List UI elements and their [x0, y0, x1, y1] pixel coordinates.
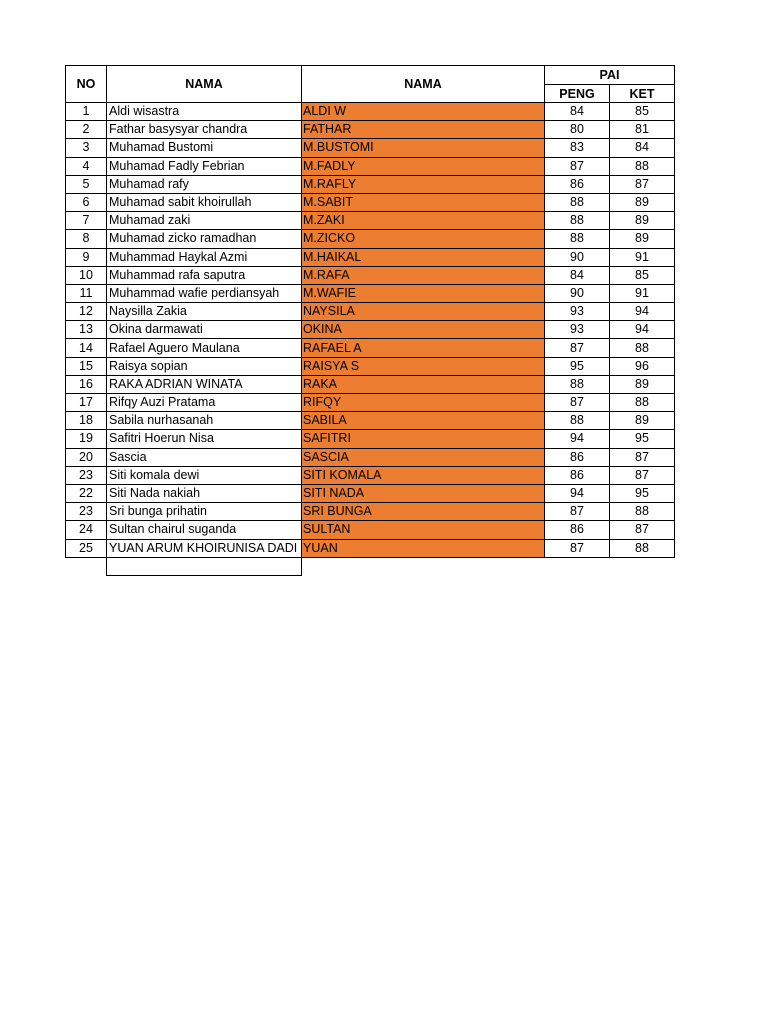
cell-peng[interactable]: 88	[545, 412, 610, 430]
cell-full-name[interactable]: Muhamad zaki	[107, 212, 302, 230]
empty-cell-short-name	[302, 557, 545, 575]
grade-table	[65, 65, 675, 576]
cell-no[interactable]: 23	[66, 503, 107, 521]
cell-ket[interactable]: 84	[610, 139, 675, 157]
header-no[interactable]: NO	[66, 66, 107, 103]
cell-short-name[interactable]: RAFAEL A	[302, 339, 545, 357]
table-row	[66, 230, 675, 248]
table-row	[66, 357, 675, 375]
cell-short-name[interactable]: SASCIA	[302, 448, 545, 466]
cell-short-name[interactable]: M.BUSTOMI	[302, 139, 545, 157]
cell-no[interactable]: 7	[66, 212, 107, 230]
cell-peng[interactable]: 87	[545, 339, 610, 357]
cell-short-name[interactable]: RAKA	[302, 375, 545, 393]
cell-ket[interactable]: 89	[610, 230, 675, 248]
cell-no[interactable]: 14	[66, 339, 107, 357]
cell-no[interactable]: 11	[66, 284, 107, 302]
cell-peng[interactable]: 94	[545, 484, 610, 502]
cell-full-name[interactable]: Muhamad Fadly Febrian	[107, 157, 302, 175]
cell-peng[interactable]: 87	[545, 394, 610, 412]
cell-full-name[interactable]: Muhamad rafy	[107, 175, 302, 193]
cell-peng[interactable]: 90	[545, 284, 610, 302]
cell-peng[interactable]: 84	[545, 266, 610, 284]
cell-peng[interactable]: 86	[545, 466, 610, 484]
cell-ket[interactable]: 89	[610, 212, 675, 230]
cell-peng[interactable]: 87	[545, 157, 610, 175]
cell-ket[interactable]: 85	[610, 103, 675, 121]
cell-ket[interactable]: 88	[610, 503, 675, 521]
cell-ket[interactable]: 96	[610, 357, 675, 375]
cell-ket[interactable]: 95	[610, 484, 675, 502]
cell-peng[interactable]: 93	[545, 321, 610, 339]
cell-no[interactable]: 19	[66, 430, 107, 448]
table-row	[66, 375, 675, 393]
table-row	[66, 539, 675, 557]
cell-peng[interactable]: 80	[545, 121, 610, 139]
cell-peng[interactable]: 88	[545, 193, 610, 211]
cell-ket[interactable]: 91	[610, 248, 675, 266]
cell-no[interactable]: 22	[66, 484, 107, 502]
cell-no[interactable]: 23	[66, 466, 107, 484]
cell-peng[interactable]: 83	[545, 139, 610, 157]
cell-full-name[interactable]: Naysilla Zakia	[107, 303, 302, 321]
header-peng[interactable]: PENG	[545, 85, 610, 103]
cell-peng[interactable]: 93	[545, 303, 610, 321]
cell-short-name[interactable]: SAFITRI	[302, 430, 545, 448]
cell-short-name[interactable]: NAYSILA	[302, 303, 545, 321]
cell-short-name[interactable]: SITI KOMALA	[302, 466, 545, 484]
empty-cell-ket	[610, 557, 675, 575]
cell-peng[interactable]: 86	[545, 175, 610, 193]
cell-short-name[interactable]: SRI BUNGA	[302, 503, 545, 521]
cell-ket[interactable]: 95	[610, 430, 675, 448]
cell-full-name[interactable]: Sri bunga prihatin	[107, 503, 302, 521]
cell-no[interactable]: 5	[66, 175, 107, 193]
cell-short-name[interactable]: YUAN	[302, 539, 545, 557]
cell-full-name[interactable]: Sabila nurhasanah	[107, 412, 302, 430]
cell-no[interactable]: 9	[66, 248, 107, 266]
header-nama-short[interactable]: NAMA	[302, 66, 545, 103]
cell-peng[interactable]: 86	[545, 448, 610, 466]
cell-short-name[interactable]: M.FADLY	[302, 157, 545, 175]
table-row	[66, 303, 675, 321]
table-row	[66, 266, 675, 284]
table-row	[66, 448, 675, 466]
table-row	[66, 121, 675, 139]
table-row	[66, 284, 675, 302]
cell-full-name[interactable]: Raisya sopian	[107, 357, 302, 375]
cell-peng[interactable]: 95	[545, 357, 610, 375]
cell-short-name[interactable]: M.RAFLY	[302, 175, 545, 193]
cell-full-name[interactable]: Rifqy Auzi Pratama	[107, 394, 302, 412]
cell-full-name[interactable]: Muhamad zicko ramadhan	[107, 230, 302, 248]
cell-no[interactable]: 20	[66, 448, 107, 466]
header-ket[interactable]: KET	[610, 85, 675, 103]
cell-ket[interactable]: 81	[610, 121, 675, 139]
cell-no[interactable]: 6	[66, 193, 107, 211]
cell-no[interactable]: 1	[66, 103, 107, 121]
cell-no[interactable]: 24	[66, 521, 107, 539]
cell-peng[interactable]: 88	[545, 212, 610, 230]
empty-cell-full-name[interactable]	[107, 557, 302, 575]
cell-peng[interactable]: 88	[545, 230, 610, 248]
cell-ket[interactable]: 85	[610, 266, 675, 284]
table-row	[66, 212, 675, 230]
cell-short-name[interactable]: SULTAN	[302, 521, 545, 539]
cell-full-name[interactable]: Aldi wisastra	[107, 103, 302, 121]
table-row	[66, 321, 675, 339]
cell-no[interactable]: 3	[66, 139, 107, 157]
cell-short-name[interactable]: SABILA	[302, 412, 545, 430]
header-nama-full[interactable]: NAMA	[107, 66, 302, 103]
table-row	[66, 193, 675, 211]
cell-full-name[interactable]: Safitri Hoerun Nisa	[107, 430, 302, 448]
cell-ket[interactable]: 89	[610, 193, 675, 211]
cell-short-name[interactable]: ALDI W	[302, 103, 545, 121]
cell-short-name[interactable]: FATHAR	[302, 121, 545, 139]
cell-no[interactable]: 13	[66, 321, 107, 339]
cell-short-name[interactable]: SITI NADA	[302, 484, 545, 502]
cell-full-name[interactable]: Siti komala dewi	[107, 466, 302, 484]
empty-cell-peng	[545, 557, 610, 575]
empty-cell-no	[66, 557, 107, 575]
table-row	[66, 103, 675, 121]
cell-no[interactable]: 8	[66, 230, 107, 248]
table-body	[66, 103, 675, 576]
cell-peng[interactable]: 88	[545, 375, 610, 393]
cell-peng[interactable]: 90	[545, 248, 610, 266]
cell-short-name[interactable]: M.WAFIE	[302, 284, 545, 302]
table-row	[66, 503, 675, 521]
cell-ket[interactable]: 87	[610, 175, 675, 193]
cell-ket[interactable]: 88	[610, 339, 675, 357]
cell-peng[interactable]: 86	[545, 521, 610, 539]
header-subject-pai[interactable]: PAI	[545, 66, 675, 85]
header-row	[66, 66, 675, 85]
cell-ket[interactable]: 91	[610, 284, 675, 302]
cell-peng[interactable]: 87	[545, 503, 610, 521]
table-row	[66, 175, 675, 193]
cell-ket[interactable]: 87	[610, 521, 675, 539]
cell-no[interactable]: 10	[66, 266, 107, 284]
cell-full-name[interactable]: Muhamad Bustomi	[107, 139, 302, 157]
cell-full-name[interactable]: Sultan chairul suganda	[107, 521, 302, 539]
table-row	[66, 412, 675, 430]
cell-ket[interactable]: 88	[610, 157, 675, 175]
cell-peng[interactable]: 87	[545, 539, 610, 557]
empty-row	[66, 557, 675, 575]
cell-short-name[interactable]: M.HAIKAL	[302, 248, 545, 266]
cell-short-name[interactable]: M.ZAKI	[302, 212, 545, 230]
cell-full-name[interactable]: Sascia	[107, 448, 302, 466]
table-row	[66, 484, 675, 502]
cell-ket[interactable]: 87	[610, 466, 675, 484]
cell-ket[interactable]: 89	[610, 412, 675, 430]
cell-short-name[interactable]: OKINA	[302, 321, 545, 339]
cell-full-name[interactable]: Muhamad sabit khoirullah	[107, 193, 302, 211]
cell-peng[interactable]: 94	[545, 430, 610, 448]
table-row	[66, 157, 675, 175]
cell-full-name[interactable]: Fathar basysyar chandra	[107, 121, 302, 139]
cell-short-name[interactable]: RIFQY	[302, 394, 545, 412]
cell-no[interactable]: 17	[66, 394, 107, 412]
table-row	[66, 521, 675, 539]
cell-short-name[interactable]: RAISYA S	[302, 357, 545, 375]
table-row	[66, 430, 675, 448]
cell-no[interactable]: 12	[66, 303, 107, 321]
cell-ket[interactable]: 88	[610, 539, 675, 557]
table-row	[66, 339, 675, 357]
cell-full-name[interactable]: Muhammad wafie perdiansyah	[107, 284, 302, 302]
cell-short-name[interactable]: M.SABIT	[302, 193, 545, 211]
cell-full-name[interactable]: Muhammad rafa saputra	[107, 266, 302, 284]
cell-no[interactable]: 25	[66, 539, 107, 557]
table-row	[66, 139, 675, 157]
table-row	[66, 248, 675, 266]
cell-full-name[interactable]: Rafael Aguero Maulana	[107, 339, 302, 357]
cell-no[interactable]: 2	[66, 121, 107, 139]
cell-full-name[interactable]: Muhammad Haykal Azmi	[107, 248, 302, 266]
cell-full-name[interactable]: RAKA ADRIAN WINATA	[107, 375, 302, 393]
cell-full-name[interactable]: Okina darmawati	[107, 321, 302, 339]
cell-no[interactable]: 4	[66, 157, 107, 175]
cell-ket[interactable]: 94	[610, 321, 675, 339]
cell-full-name[interactable]: YUAN ARUM KHOIRUNISA DADI	[107, 539, 302, 557]
cell-short-name[interactable]: M.RAFA	[302, 266, 545, 284]
cell-no[interactable]: 16	[66, 375, 107, 393]
cell-no[interactable]: 18	[66, 412, 107, 430]
table-row	[66, 466, 675, 484]
cell-ket[interactable]: 88	[610, 394, 675, 412]
cell-short-name[interactable]: M.ZICKO	[302, 230, 545, 248]
table-row	[66, 394, 675, 412]
cell-peng[interactable]: 84	[545, 103, 610, 121]
cell-ket[interactable]: 87	[610, 448, 675, 466]
cell-ket[interactable]: 89	[610, 375, 675, 393]
cell-ket[interactable]: 94	[610, 303, 675, 321]
cell-full-name[interactable]: Siti Nada nakiah	[107, 484, 302, 502]
cell-no[interactable]: 15	[66, 357, 107, 375]
